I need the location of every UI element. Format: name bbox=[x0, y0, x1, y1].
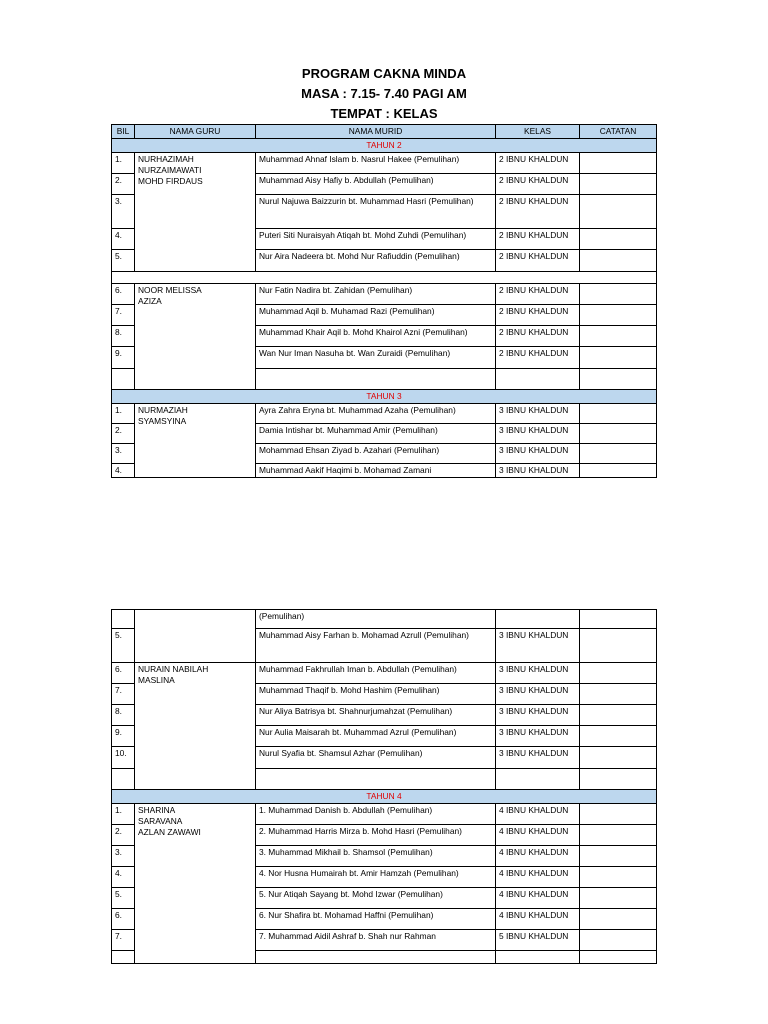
bil-cell: 2. bbox=[112, 174, 135, 195]
murid-cell: Muhammad Aakif Haqimi b. Mohamad Zamani bbox=[256, 464, 496, 478]
catatan-cell bbox=[580, 951, 657, 964]
kelas-cell: 2 IBNU KHALDUN bbox=[496, 229, 580, 250]
bil-cell: 3. bbox=[112, 195, 135, 229]
catatan-cell bbox=[580, 444, 657, 464]
catatan-cell bbox=[580, 804, 657, 825]
kelas-cell: 3 IBNU KHALDUN bbox=[496, 464, 580, 478]
bil-cell: 1. bbox=[112, 404, 135, 424]
catatan-cell bbox=[580, 610, 657, 629]
catatan-cell bbox=[580, 424, 657, 444]
kelas-cell: 3 IBNU KHALDUN bbox=[496, 705, 580, 726]
table-row bbox=[112, 153, 657, 174]
murid-cell: Puteri Siti Nuraisyah Atiqah bt. Mohd Zuhdi (Pemulihan) bbox=[256, 229, 496, 250]
bil-cell: 3. bbox=[112, 846, 135, 867]
murid-cell: Muhammad Aqil b. Muhamad Razi (Pemulihan) bbox=[256, 305, 496, 326]
bil-cell: 4. bbox=[112, 229, 135, 250]
bil-cell bbox=[112, 769, 135, 790]
catatan-cell bbox=[580, 846, 657, 867]
bil-cell bbox=[112, 610, 135, 629]
catatan-cell bbox=[580, 229, 657, 250]
section-tahun4: TAHUN 4 bbox=[112, 790, 657, 804]
kelas-cell bbox=[496, 610, 580, 629]
murid-cell: Muhammad Fakhrullah Iman b. Abdullah (Pemulihan) bbox=[256, 663, 496, 684]
bil-cell: 6. bbox=[112, 663, 135, 684]
bil-cell: 7. bbox=[112, 930, 135, 951]
guru-cell bbox=[135, 804, 256, 964]
catatan-cell bbox=[580, 305, 657, 326]
table-row bbox=[112, 610, 657, 629]
murid-cell: Nur Aira Nadeera bt. Mohd Nur Rafiuddin (Pemulihan) bbox=[256, 250, 496, 272]
col-catatan: CATATAN bbox=[580, 125, 657, 139]
murid-cell bbox=[256, 369, 496, 390]
bil-cell: 7. bbox=[112, 305, 135, 326]
bil-cell bbox=[112, 951, 135, 964]
bil-cell: 1. bbox=[112, 153, 135, 174]
table-row bbox=[112, 284, 657, 305]
catatan-cell bbox=[580, 909, 657, 930]
table-row bbox=[112, 663, 657, 684]
kelas-cell: 3 IBNU KHALDUN bbox=[496, 663, 580, 684]
murid-cell: Muhammad Aisy Farhan b. Mohamad Azrull (Pemulihan) bbox=[256, 629, 496, 663]
bil-cell: 7. bbox=[112, 684, 135, 705]
bil-cell: 5. bbox=[112, 629, 135, 663]
bil-cell: 6. bbox=[112, 284, 135, 305]
murid-cell: 1. Muhammad Danish b. Abdullah (Pemulihan) bbox=[256, 804, 496, 825]
col-kelas: KELAS bbox=[496, 125, 580, 139]
catatan-cell bbox=[580, 284, 657, 305]
bil-cell: 3. bbox=[112, 444, 135, 464]
guru-name: SARAVANA bbox=[138, 816, 183, 826]
guru-name: AZIZA bbox=[138, 296, 162, 306]
bil-cell: 9. bbox=[112, 347, 135, 369]
empty-row bbox=[112, 272, 657, 284]
kelas-cell: 2 IBNU KHALDUN bbox=[496, 174, 580, 195]
catatan-cell bbox=[580, 726, 657, 747]
catatan-cell bbox=[580, 464, 657, 478]
guru-name: SYAMSYINA bbox=[138, 416, 187, 426]
kelas-cell bbox=[496, 369, 580, 390]
schedule-table-page1 bbox=[111, 124, 657, 478]
murid-cell: Muhammad Ahnaf Islam b. Nasrul Hakee (Pemulihan) bbox=[256, 153, 496, 174]
kelas-cell: 2 IBNU KHALDUN bbox=[496, 326, 580, 347]
kelas-cell: 4 IBNU KHALDUN bbox=[496, 825, 580, 846]
guru-name: NURZAIMAWATI bbox=[138, 165, 202, 175]
murid-cell: Damia Intishar bt. Muhammad Amir (Pemulihan) bbox=[256, 424, 496, 444]
catatan-cell bbox=[580, 684, 657, 705]
murid-cell: Nur Aliya Batrisya bt. Shahnurjumahzat (Pemulihan) bbox=[256, 705, 496, 726]
guru-name: NOOR MELISSA bbox=[138, 285, 202, 295]
bil-cell: 4. bbox=[112, 867, 135, 888]
spacer-cell bbox=[112, 272, 657, 284]
murid-cell: Nurul Najuwa Baizzurin bt. Muhammad Hasri (Pemulihan) bbox=[256, 195, 496, 229]
bil-cell: 2. bbox=[112, 825, 135, 846]
col-nama-murid: NAMA MURID bbox=[256, 125, 496, 139]
catatan-cell bbox=[580, 930, 657, 951]
section-row bbox=[112, 139, 657, 153]
kelas-cell: 4 IBNU KHALDUN bbox=[496, 867, 580, 888]
place-line: TEMPAT : KELAS bbox=[330, 106, 438, 121]
catatan-cell bbox=[580, 404, 657, 424]
murid-cell: 2. Muhammad Harris Mirza b. Mohd Hasri (Pemulihan) bbox=[256, 825, 496, 846]
murid-cell: 3. Muhammad Mikhail b. Shamsol (Pemulihan) bbox=[256, 846, 496, 867]
murid-cell: Wan Nur Iman Nasuha bt. Wan Zuraidi (Pemulihan) bbox=[256, 347, 496, 369]
header-row bbox=[112, 125, 657, 139]
kelas-cell: 4 IBNU KHALDUN bbox=[496, 804, 580, 825]
guru-cell bbox=[135, 284, 256, 390]
guru-name: NURHAZIMAH bbox=[138, 154, 194, 164]
guru-cell bbox=[135, 153, 256, 272]
murid-cell: Nurul Syafia bt. Shamsul Azhar (Pemulihan) bbox=[256, 747, 496, 769]
catatan-cell bbox=[580, 663, 657, 684]
murid-cell: Nur Fatin Nadira bt. Zahidan (Pemulihan) bbox=[256, 284, 496, 305]
murid-cell: Nur Aulia Maisarah bt. Muhammad Azrul (Pemulihan) bbox=[256, 726, 496, 747]
catatan-cell bbox=[580, 153, 657, 174]
bil-cell bbox=[112, 369, 135, 390]
kelas-cell: 4 IBNU KHALDUN bbox=[496, 888, 580, 909]
guru-name: AZLAN ZAWAWI bbox=[138, 827, 201, 837]
document-title-block bbox=[0, 64, 768, 124]
kelas-cell: 2 IBNU KHALDUN bbox=[496, 305, 580, 326]
catatan-cell bbox=[580, 250, 657, 272]
murid-cell bbox=[256, 951, 496, 964]
kelas-cell: 3 IBNU KHALDUN bbox=[496, 629, 580, 663]
catatan-cell bbox=[580, 769, 657, 790]
guru-name: NURAIN NABILAH bbox=[138, 664, 209, 674]
guru-cell bbox=[135, 404, 256, 478]
catatan-cell bbox=[580, 347, 657, 369]
bil-cell: 1. bbox=[112, 804, 135, 825]
catatan-cell bbox=[580, 705, 657, 726]
catatan-cell bbox=[580, 629, 657, 663]
bil-cell: 5. bbox=[112, 888, 135, 909]
catatan-cell bbox=[580, 888, 657, 909]
col-nama-guru: NAMA GURU bbox=[135, 125, 256, 139]
murid-cell: Muhammad Thaqif b. Mohd Hashim (Pemulihan) bbox=[256, 684, 496, 705]
catatan-cell bbox=[580, 825, 657, 846]
col-bil: BIL bbox=[112, 125, 135, 139]
murid-cell: Ayra Zahra Eryna bt. Muhammad Azaha (Pemulihan) bbox=[256, 404, 496, 424]
kelas-cell: 2 IBNU KHALDUN bbox=[496, 284, 580, 305]
page-title: PROGRAM CAKNA MINDA bbox=[301, 66, 467, 81]
kelas-cell: 5 IBNU KHALDUN bbox=[496, 930, 580, 951]
kelas-cell: 3 IBNU KHALDUN bbox=[496, 424, 580, 444]
murid-cell: 7. Muhammad Aidil Ashraf b. Shah nur Rahman bbox=[256, 930, 496, 951]
kelas-cell: 3 IBNU KHALDUN bbox=[496, 684, 580, 705]
murid-cell: Mohammad Ehsan Ziyad b. Azahari (Pemulihan) bbox=[256, 444, 496, 464]
catatan-cell bbox=[580, 326, 657, 347]
guru-cell bbox=[135, 663, 256, 790]
bil-cell: 9. bbox=[112, 726, 135, 747]
bil-cell: 8. bbox=[112, 326, 135, 347]
kelas-cell bbox=[496, 951, 580, 964]
kelas-cell: 3 IBNU KHALDUN bbox=[496, 404, 580, 424]
section-tahun2: TAHUN 2 bbox=[112, 139, 657, 153]
bil-cell: 4. bbox=[112, 464, 135, 478]
kelas-cell: 4 IBNU KHALDUN bbox=[496, 846, 580, 867]
bil-cell: 10. bbox=[112, 747, 135, 769]
catatan-cell bbox=[580, 747, 657, 769]
kelas-cell: 2 IBNU KHALDUN bbox=[496, 195, 580, 229]
murid-cell: 5. Nur Atiqah Sayang bt. Mohd Izwar (Pemulihan) bbox=[256, 888, 496, 909]
murid-cell: Muhammad Khair Aqil b. Mohd Khairol Azni (Pemulihan) bbox=[256, 326, 496, 347]
murid-cell: (Pemulihan) bbox=[256, 610, 496, 629]
bil-cell: 6. bbox=[112, 909, 135, 930]
kelas-cell bbox=[496, 769, 580, 790]
murid-cell: 4. Nor Husna Humairah bt. Amir Hamzah (Pemulihan) bbox=[256, 867, 496, 888]
guru-name: MASLINA bbox=[138, 675, 175, 685]
kelas-cell: 3 IBNU KHALDUN bbox=[496, 747, 580, 769]
catatan-cell bbox=[580, 369, 657, 390]
catatan-cell bbox=[580, 867, 657, 888]
section-row bbox=[112, 390, 657, 404]
catatan-cell bbox=[580, 195, 657, 229]
kelas-cell: 3 IBNU KHALDUN bbox=[496, 444, 580, 464]
murid-cell bbox=[256, 769, 496, 790]
guru-name: NURMAZIAH bbox=[138, 405, 188, 415]
catatan-cell bbox=[580, 174, 657, 195]
section-tahun3: TAHUN 3 bbox=[112, 390, 657, 404]
table-row bbox=[112, 804, 657, 825]
murid-cell: 6. Nur Shafira bt. Mohamad Haffni (Pemulihan) bbox=[256, 909, 496, 930]
kelas-cell: 4 IBNU KHALDUN bbox=[496, 909, 580, 930]
bil-cell: 2. bbox=[112, 424, 135, 444]
time-line: MASA : 7.15- 7.40 PAGI AM bbox=[301, 86, 467, 101]
guru-cell bbox=[135, 610, 256, 663]
bil-cell: 8. bbox=[112, 705, 135, 726]
guru-name: SHARINA bbox=[138, 805, 176, 815]
section-row bbox=[112, 790, 657, 804]
bil-cell: 5. bbox=[112, 250, 135, 272]
kelas-cell: 2 IBNU KHALDUN bbox=[496, 153, 580, 174]
schedule-table-page2 bbox=[111, 609, 657, 964]
kelas-cell: 3 IBNU KHALDUN bbox=[496, 726, 580, 747]
murid-cell: Muhammad Aisy Hafiy b. Abdullah (Pemulihan) bbox=[256, 174, 496, 195]
table-row bbox=[112, 404, 657, 424]
guru-name: MOHD FIRDAUS bbox=[138, 176, 203, 186]
kelas-cell: 2 IBNU KHALDUN bbox=[496, 347, 580, 369]
kelas-cell: 2 IBNU KHALDUN bbox=[496, 250, 580, 272]
